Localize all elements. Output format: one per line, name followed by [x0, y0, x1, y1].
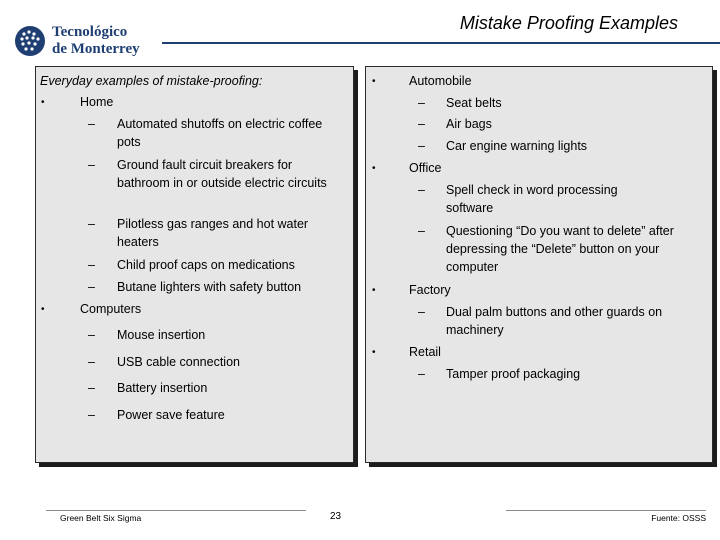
- dash: –: [88, 328, 95, 342]
- category-computers: Computers: [80, 302, 142, 316]
- category-retail: Retail: [409, 345, 441, 359]
- header-divider: [162, 42, 720, 44]
- list-item: Automated shutoffs on electric coffee pots: [117, 117, 323, 149]
- list-item: Questioning “Do you want to delete” after depressing the “Delete” button on your computer: [446, 224, 674, 274]
- bullet: •: [372, 347, 376, 358]
- dash: –: [418, 117, 425, 131]
- dash: –: [88, 158, 95, 172]
- list-item: Air bags: [446, 117, 492, 131]
- dash: –: [88, 280, 95, 294]
- dash: –: [418, 139, 425, 153]
- bullet: •: [372, 163, 376, 174]
- logo-line-2: de Monterrey: [52, 41, 140, 57]
- footer-course-text: Green Belt Six Sigma: [60, 513, 142, 523]
- category-office: Office: [409, 161, 442, 175]
- panel-heading: Everyday examples of mistake-proofing:: [40, 74, 263, 88]
- dash: –: [418, 305, 425, 319]
- bullet: •: [372, 76, 376, 87]
- list-item: Child proof caps on medications: [117, 258, 295, 272]
- institution-logo: [14, 22, 154, 60]
- list-item: Car engine warning lights: [446, 139, 588, 153]
- dash: –: [418, 367, 425, 381]
- logo-line-1: Tecnológico: [52, 24, 128, 40]
- category-automobile: Automobile: [409, 74, 472, 88]
- list-item: Butane lighters with safety button: [117, 280, 302, 294]
- page-title: Mistake Proofing Examples: [459, 13, 678, 33]
- list-item: Mouse insertion: [117, 328, 206, 342]
- category-home: Home: [80, 95, 114, 109]
- list-item: Seat belts: [446, 96, 502, 110]
- left-examples-panel: [35, 66, 354, 463]
- dash: –: [88, 355, 95, 369]
- list-item: Dual palm buttons and other guards on machinery: [446, 305, 663, 337]
- list-item: Ground fault circuit breakers for bathroom in or outside electric circuits: [117, 158, 327, 190]
- dash: –: [418, 183, 425, 197]
- bullet: •: [41, 304, 45, 315]
- dash: –: [88, 408, 95, 422]
- bullet: •: [372, 285, 376, 296]
- dash: –: [88, 217, 95, 231]
- dash: –: [418, 96, 425, 110]
- logo-wordmark: [52, 24, 140, 58]
- bullet: •: [41, 97, 45, 108]
- category-factory: Factory: [409, 283, 451, 297]
- footer-source: Fuente: OSSS: [506, 510, 706, 523]
- globe-logo-icon: [14, 25, 46, 57]
- list-item: Power save feature: [117, 408, 225, 422]
- list-item: Battery insertion: [117, 381, 208, 395]
- footer-course: [46, 510, 306, 527]
- dash: –: [88, 381, 95, 395]
- dash: –: [88, 258, 95, 272]
- list-item: USB cable connection: [117, 355, 240, 369]
- right-examples-panel: [365, 66, 713, 463]
- list-item: Pilotless gas ranges and hot water heaters: [117, 217, 309, 249]
- dash: –: [88, 117, 95, 131]
- list-item: Spell check in word processing software: [446, 183, 618, 215]
- list-item: Tamper proof packaging: [446, 367, 581, 381]
- dash: –: [418, 224, 425, 238]
- page-number: 23: [330, 511, 342, 522]
